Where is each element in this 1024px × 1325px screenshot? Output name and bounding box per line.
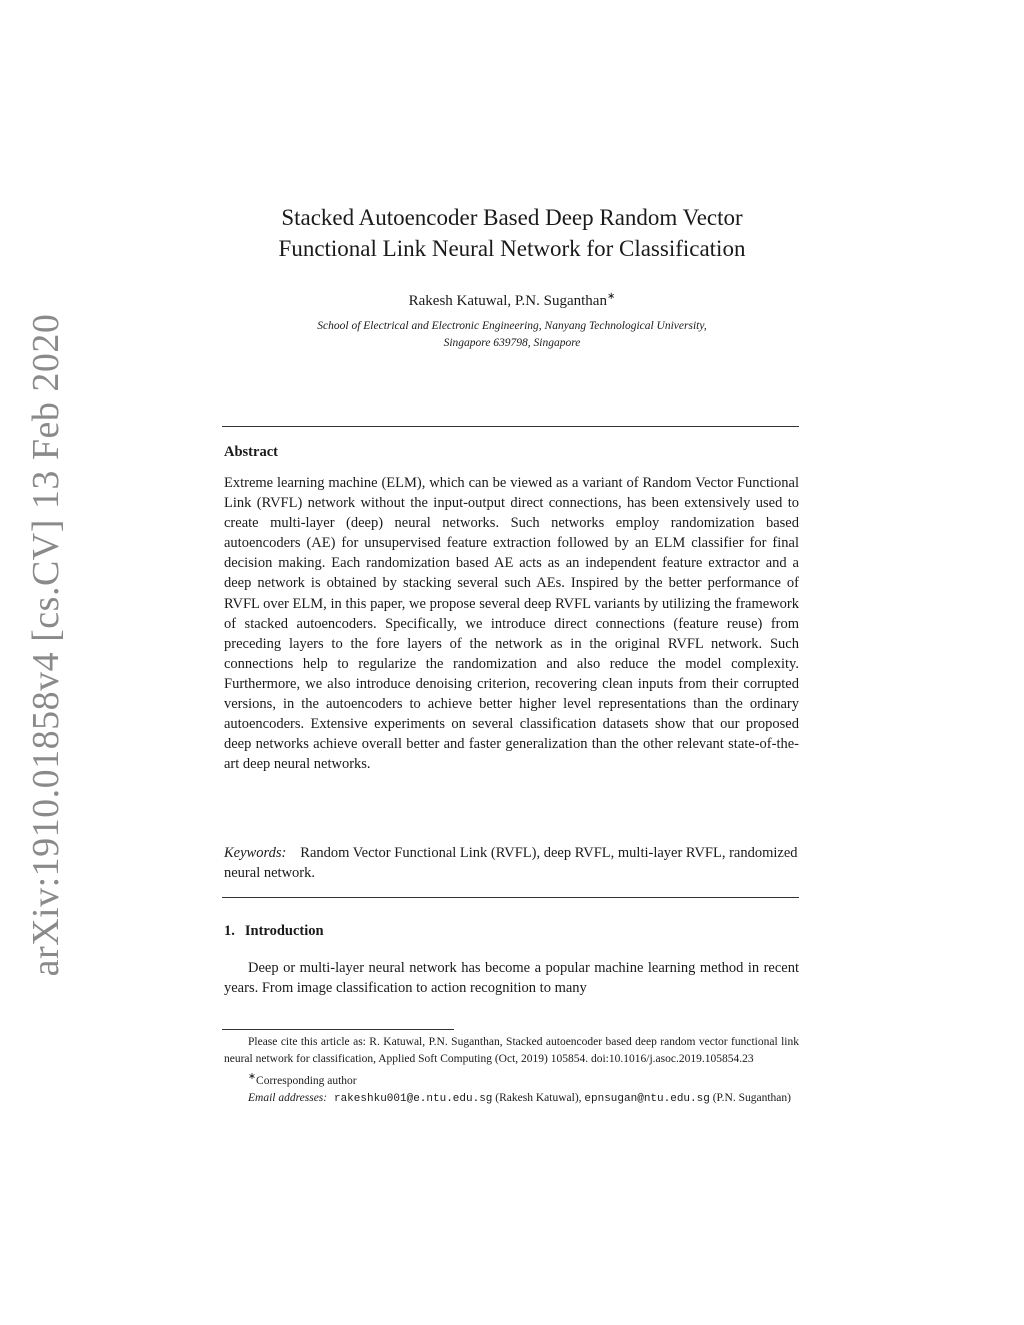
introduction-paragraph: Deep or multi-layer neural network has become a popular machine learning method in recent years. From image classification to action recognition to many (224, 960, 799, 997)
citation-footnote: Please cite this article as: R. Katuwal, P.N. Suganthan, Stacked autoencoder based deep random vector functional link neural network for classification, Applied Soft Computing (Oct, 2019) 105854. doi:10.1016/j.asoc.2019.105854.23 (224, 1036, 799, 1065)
footnotes (224, 1034, 799, 1108)
section-title: Introduction (244, 923, 324, 939)
email-label: Email addresses: (248, 1091, 328, 1104)
keywords-text: Random Vector Functional Link (RVFL), deep RVFL, multi-layer RVFL, randomized neural network. (224, 845, 798, 881)
email-footnote (224, 1090, 799, 1108)
keywords-label: Keywords: (224, 845, 287, 861)
email-suganthan[interactable]: epnsugan@ntu.edu.sg (584, 1092, 710, 1105)
abstract-heading: Abstract (224, 444, 278, 460)
paper-title (200, 202, 824, 264)
affiliation-line-1: School of Electrical and Electronic Engineering, Nanyang Technological University, (317, 320, 707, 332)
affiliation (200, 318, 824, 352)
corresponding-author-footnote (224, 1068, 799, 1090)
abstract-bottom-rule (222, 897, 799, 898)
author-list (200, 291, 824, 310)
email-katuwal[interactable]: rakeshku001@e.ntu.edu.sg (333, 1092, 493, 1105)
affiliation-line-2: Singapore 639798, Singapore (443, 337, 581, 349)
section-number: 1. (224, 923, 235, 939)
email-suganthan-name: (P.N. Suganthan) (712, 1091, 791, 1104)
author-names: Rakesh Katuwal, P.N. Suganthan (408, 293, 607, 309)
title-line-1: Stacked Autoencoder Based Deep Random Vector (281, 205, 743, 230)
abstract-text: Extreme learning machine (ELM), which can be viewed as a variant of Random Vector Functional Link (RVFL) network without the input-output direct connections, has been extensively used to create multi-layer (deep) neural networks. Such networks employ randomization based autoencoders (AE) for unsupervised feature extraction followed by an ELM classifier for final decision making. Each randomization based AE acts as an independent feature extractor and a deep network is obtained by stacking several such AEs. Inspired by the better performance of RVFL over ELM, in this paper, we propose several deep RVFL variants by utilizing the framework of stacked autoencoders. Specifically, we introduce direct connections (feature reuse) from preceding layers to the fore layers of the network as in the original RVFL network. Such connections help to regularize the randomization and also reduce the model complexity. Furthermore, we also introduce denoising criterion, recovering clean inputs from their corrupted versions, in the autoencoders to achieve better higher level representations than the ordinary autoencoders. Extensive experiments on several classification datasets show that our proposed deep networks achieve overall better and faster generalization than the other relevant state-of-the-art deep neural networks. (224, 475, 799, 773)
keywords (224, 843, 799, 883)
corresponding-author-text: Corresponding author (256, 1074, 357, 1087)
abstract-top-rule (222, 426, 799, 427)
footnote-mark: ∗ (248, 1071, 257, 1082)
corresponding-author-mark: ∗ (606, 291, 616, 302)
footnote-rule (222, 1029, 454, 1030)
arxiv-identifier: arXiv:1910.01858v4 [cs.CV] 13 Feb 2020 (25, 313, 67, 977)
email-katuwal-name: (Rakesh Katuwal), (495, 1091, 582, 1104)
section-heading-introduction (224, 923, 324, 940)
title-line-2: Functional Link Neural Network for Classification (278, 236, 746, 261)
